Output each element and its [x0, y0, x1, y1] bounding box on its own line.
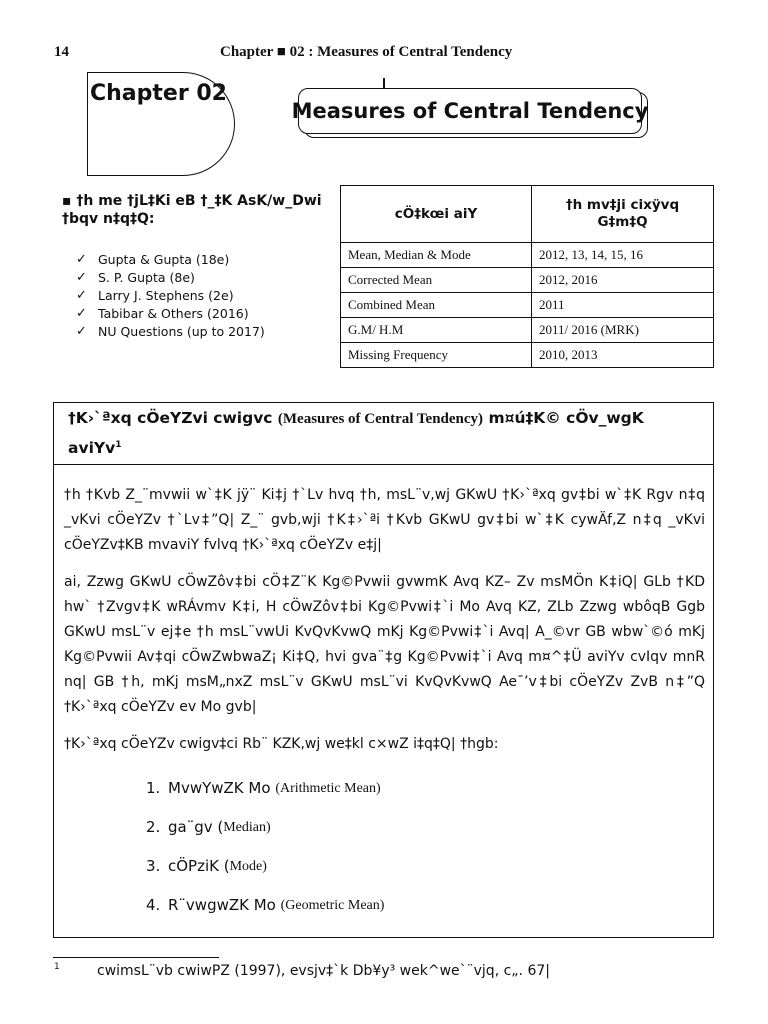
reference-item — [76, 305, 265, 323]
reference-item — [76, 251, 265, 269]
check-mark-icon: ✓ — [76, 288, 87, 303]
topic-cell: Corrected Mean — [341, 268, 532, 293]
footnote-mark: 1 — [54, 962, 60, 972]
years-cell: 2012, 2016 — [532, 268, 714, 293]
heading-bengali-part-1: †K›`ªxq cÖeYZvi cwigvc — [68, 409, 273, 427]
list-item — [146, 769, 713, 808]
table-row — [341, 318, 714, 343]
reference-label: S. P. Gupta (8e) — [98, 270, 195, 285]
chapter-label: Chapter 02 — [90, 81, 227, 106]
topic-cell: G.M/ H.M — [341, 318, 532, 343]
table-header-row — [341, 186, 714, 243]
paragraph-definition: †h †Kvb Z_¨mvwii w`‡K jÿ¨ Ki‡j †`Lv hvq †h, msL¨v,wj GKwU †K›`ªxq gv‡bi w`‡K Rgv n‡q _vKvi cÖeYZv †`Lv‡”Q| Z_¨ gvb,wji †K‡›`ªi †Kvb GKwU gv‡bi w`‡K cywÄf‚Z n‡q _vKvi cÖeYZv‡KB mvaviY fvlvq †K›`ªxq cÖeYZv e‡j| — [64, 487, 705, 553]
reference-item — [76, 287, 265, 305]
heading-english-part: (Measures of Central Tendency) — [277, 411, 484, 427]
measure-english: (Geometric Mean) — [280, 898, 385, 913]
list-number: 2. — [146, 818, 161, 836]
check-mark-icon: ✓ — [76, 306, 87, 321]
exam-topics-table — [340, 185, 714, 368]
chapter-badge — [87, 72, 235, 176]
paragraph-methods-intro: †K›`ªxq cÖeYZv cwigv‡ci Rb¨ KZK,wj we‡kl c×wZ i‡q‡Q| †hgb: — [64, 736, 499, 752]
measures-list — [146, 769, 713, 925]
main-content-box — [53, 402, 714, 938]
list-item — [146, 847, 713, 886]
section-heading — [54, 403, 713, 465]
measure-bengali: ga¨gv ( — [168, 818, 224, 836]
footnote-reference[interactable]: 1 — [115, 440, 122, 450]
list-number: 1. — [146, 779, 161, 797]
reference-label: NU Questions (up to 2017) — [98, 324, 265, 339]
years-cell: 2011 — [532, 293, 714, 318]
section-heading-text — [68, 403, 699, 461]
footnote-text: cwimsL¨vb cwiwPZ (1997), evsjv‡`k Db¥y³ wek^we`¨vjq, c„. 67| — [97, 963, 550, 979]
topic-cell: Mean, Median & Mode — [341, 243, 532, 268]
running-head: Chapter ■ 02 : Measures of Central Tendency — [220, 44, 513, 60]
list-number: 4. — [146, 896, 161, 914]
reference-label: Tabibar & Others (2016) — [98, 306, 249, 321]
topic-cell: Combined Mean — [341, 293, 532, 318]
years-cell: 2011/ 2016 (MRK) — [532, 318, 714, 343]
measure-bengali: R¨vwgwZK Mo — [168, 896, 276, 914]
list-item — [146, 808, 713, 847]
measure-english: Mode) — [229, 859, 267, 874]
table-row — [341, 268, 714, 293]
check-mark-icon: ✓ — [76, 324, 87, 339]
table-row — [341, 243, 714, 268]
references-heading: ▪ †h me †jL‡Ki eB †_‡K AsK/w_Dwi †bqv n‡q‡Q: — [62, 193, 322, 227]
footnote-divider — [53, 957, 219, 958]
reference-label: Larry J. Stephens (2e) — [98, 288, 234, 303]
table-row — [341, 343, 714, 368]
paragraph-example: ai, Zzwg GKwU cÖwZôv‡bi cÖ‡Z¨K Kg©Pvwii gvwmK Avq KZ– Zv msMÖn K‡iQ| GLb †KD hw` †Zvgv‡K wRÁvmv K‡i, H cÖwZôv‡bi Kg©Pvwi‡`i Mo Avq KZ, ZLb Zzwg wbôqB Ggb GKwU msL¨v ej‡e †h msL¨vwUi KvQvKvwQ mKj Kg©Pvwi‡`i Avq| A_©vr GB wbw`©ó mKj Kg©Pvwii Av‡qi cÖwZwbwaZ¡ Ki‡Q, hvi gva¨‡g Kg©Pvwi‡`i Avq m¤^‡Ü aviYv cvIqv mnR nq| GB †h, mKj msM„nxZ msL¨v GKwU msL¨vi KvQvKvwQ Ae¯’v‡bi cÖeYZv ZvB n‡”Q †K›`ªxq cÖeYZv ev Mo gvb| — [64, 574, 705, 715]
reference-item — [76, 269, 265, 287]
chapter-title: Measures of Central Tendency — [291, 99, 649, 123]
reference-item — [76, 323, 265, 341]
column-header-exam-years: †h mv‡ji cixÿvq G‡m‡Q — [532, 186, 714, 243]
table-row — [341, 293, 714, 318]
check-mark-icon: ✓ — [76, 270, 87, 285]
check-mark-icon: ✓ — [76, 252, 87, 267]
measure-bengali: cÖPziK ( — [168, 857, 230, 875]
chapter-title-box — [291, 88, 649, 134]
list-item — [146, 886, 713, 925]
page-number: 14 — [54, 44, 69, 60]
topic-cell: Missing Frequency — [341, 343, 532, 368]
reference-label: Gupta & Gupta (18e) — [98, 252, 230, 267]
measure-bengali: MvwYwZK Mo — [168, 779, 271, 797]
column-header-question-type: cÖ‡kœi aiY — [341, 186, 532, 243]
measure-english: Median) — [223, 820, 271, 835]
reference-list — [76, 251, 265, 341]
heading-bengali-part-2: m¤ú‡K© cÖv_wgK aviYv — [68, 409, 644, 458]
years-cell: 2010, 2013 — [532, 343, 714, 368]
list-number: 3. — [146, 857, 161, 875]
years-cell: 2012, 13, 14, 15, 16 — [532, 243, 714, 268]
measure-english: (Arithmetic Mean) — [275, 781, 381, 796]
